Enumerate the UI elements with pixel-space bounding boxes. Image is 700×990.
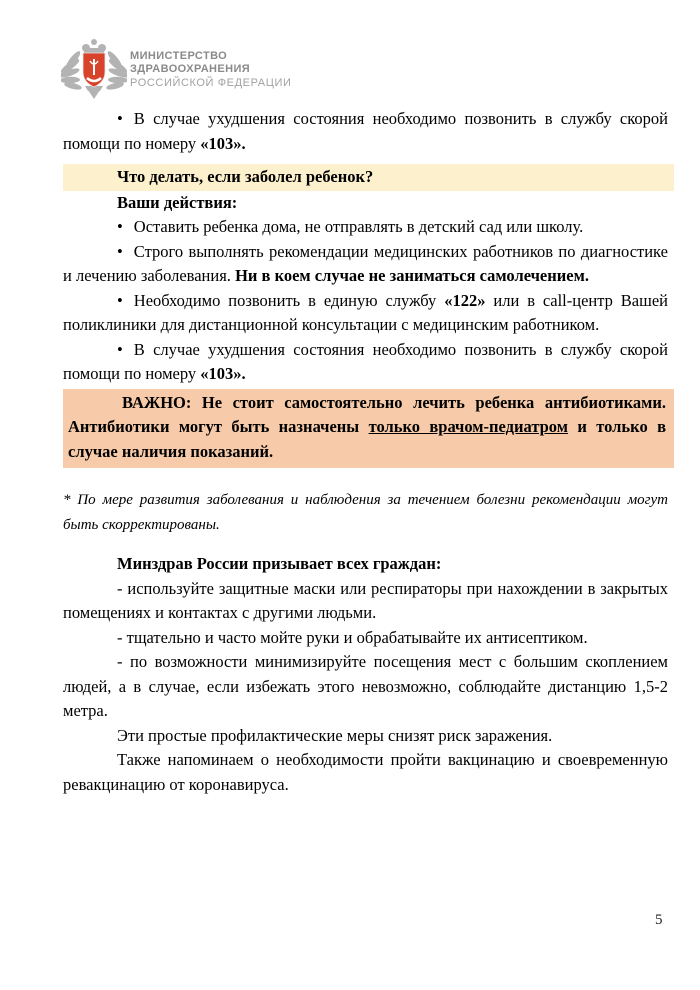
- child-section-heading: Что делать, если заболел ребенок?: [63, 164, 674, 191]
- important-block-text-1: ВАЖНО: Не стоит самостоятельно лечить ребенка антибиотиками. Антибиотики могут быть назначены: [68, 392, 666, 436]
- logo-text-line1: МИНИСТЕРСТВО: [130, 50, 228, 62]
- child-bullet-3-number-122: «122»: [444, 290, 486, 310]
- important-block-underlined: только врачом-педиатром: [368, 417, 568, 436]
- child-bullet-1-text: Оставить ребенка дома, не отправлять в детский сад или школу.: [133, 217, 584, 236]
- child-bullet-3: [63, 289, 668, 338]
- recommendation-item-1: - используйте защитные маски или респираторы при нахождении в закрытых помещениях и контактах с другими людьми.: [63, 578, 668, 622]
- child-section-subheading: Ваши действия:: [117, 192, 238, 212]
- bullet-marker: •: [117, 290, 123, 310]
- recommendation-item-2: - тщательно и часто мойте руки и обрабатывайте их антисептиком.: [117, 627, 588, 647]
- important-block: [63, 389, 674, 469]
- child-bullet-2-warning: Ни в коем случае не заниматься самолечением.: [235, 266, 589, 285]
- footnote: * По мере развития заболевания и наблюдения за течением болезни рекомендации могут быть скорректированы.: [63, 492, 668, 533]
- child-bullet-3-text-2: или в call-центр Вашей поликлиники для дистанционной консультации с медицинским работником.: [63, 290, 668, 334]
- bullet-marker: •: [117, 217, 123, 236]
- child-bullet-2-text: Строго выполнять рекомендации медицинских работников по диагностике и лечению заболевания.: [63, 241, 668, 285]
- ministry-logo: [63, 38, 668, 102]
- child-bullet-3-text-1: Необходимо позвонить в единую службу: [133, 290, 445, 310]
- intro-bullet-paragraph: [63, 107, 668, 156]
- important-block-text-2: и только в случае наличия показаний.: [68, 417, 666, 461]
- bullet-marker: •: [117, 109, 123, 128]
- child-bullet-4-text: В случае ухудшения состояния необходимо позвонить в службу скорой помощи по номеру: [63, 339, 668, 383]
- intro-bullet-number-103: «103».: [200, 133, 246, 153]
- recommendations-closing-2: Также напоминаем о необходимости пройти вакцинацию и своевременную ревакцинацию от коронавируса.: [63, 750, 668, 794]
- recommendations-heading: Минздрав России призывает всех граждан:: [117, 554, 442, 573]
- logo-text-line3: РОССИЙСКОЙ ФЕДЕРАЦИИ: [130, 77, 292, 89]
- page-number: 5: [655, 912, 663, 928]
- recommendation-item-3: - по возможности минимизируйте посещения мест с большим скоплением людей, а в случае, если избежать этого невозможно, соблюдайте дистанцию 1,5-2 метра.: [63, 652, 668, 720]
- child-bullet-1: [63, 215, 668, 240]
- child-bullet-2: [63, 240, 668, 289]
- bullet-marker: •: [117, 241, 123, 261]
- bullet-marker: •: [117, 339, 123, 359]
- coat-of-arms-icon: [61, 36, 127, 105]
- child-bullet-4: [63, 338, 668, 387]
- recommendations-closing-1: Эти простые профилактические меры снизят риск заражения.: [117, 725, 553, 745]
- intro-bullet-text: В случае ухудшения состояния необходимо позвонить в службу скорой помощи по номеру: [63, 109, 668, 153]
- logo-text-line2: ЗДРАВООХРАНЕНИЯ: [130, 63, 251, 75]
- child-bullet-4-number-103: «103».: [200, 364, 246, 383]
- ministry-name: [130, 50, 291, 90]
